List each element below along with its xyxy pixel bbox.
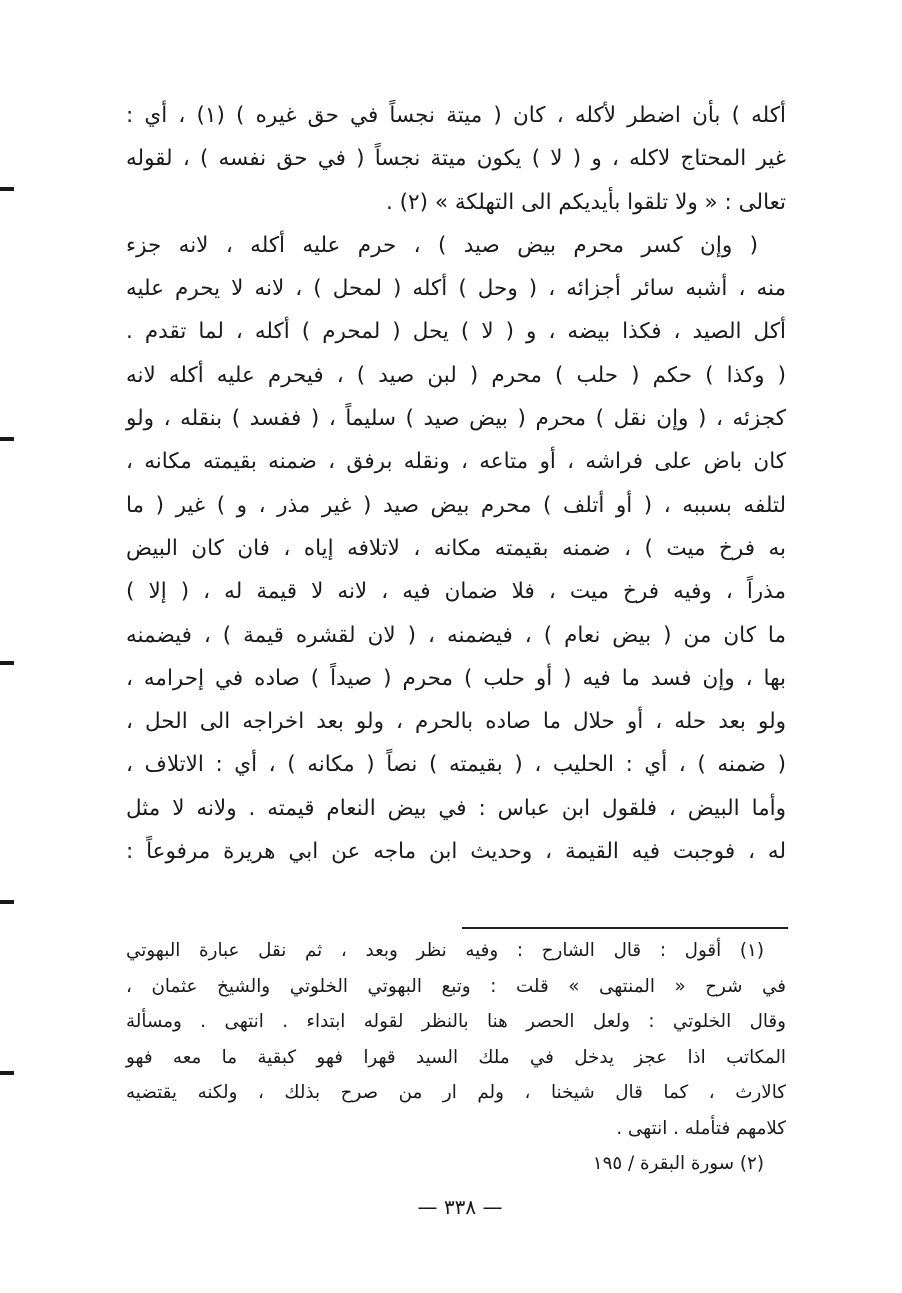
text-line: منه ، أشبه سائر أجزائه ، ( وحل ) أكله ( لمحل ) ، لانه لا يحرم عليه — [126, 276, 786, 302]
text-line: ( وإن كسر محرم بيض صيد ) ، حرم عليه أكله ، لانه جزء — [126, 232, 758, 258]
margin-mark — [0, 187, 14, 191]
text-line: ( وكذا ) حكم ( حلب ) محرم ( لبن صيد ) ، فيحرم عليه أكله لانه — [126, 362, 786, 388]
text-line: ولو بعد حله ، أو حلال ما صاده بالحرم ، ولو بعد اخراجه الى الحل ، — [126, 709, 786, 735]
footnote-line: في شرح « المنتهى » قلت : وتبع البهوتي الخلوتي والشيخ عثمان ، — [126, 975, 786, 997]
main-text — [126, 94, 786, 873]
page-number: — ٣٣٨ — — [417, 1195, 503, 1219]
text-line: لتلفه بسببه ، ( أو أتلف ) محرم بيض صيد ( غير مذر ، و ) غير ( ما — [126, 492, 786, 518]
margin-mark — [0, 900, 14, 904]
text-line: مذراً ، وفيه فرخ ميت ، فلا ضمان فيه ، لانه لا قيمة له ، ( إلا ) — [126, 579, 786, 605]
margin-mark — [0, 661, 14, 665]
text-line: له ، فوجبت فيه القيمة ، وحديث ابن ماجه عن ابي هريرة مرفوعاً : — [126, 839, 786, 865]
footnote-line: المكاتب اذا عجز يدخل في ملك السيد قهرا فهو كبقية ما معه فهو — [126, 1046, 786, 1068]
text-line: غير المحتاج لاكله ، و ( لا ) يكون ميتة نجساً ( في حق نفسه ) ، لقوله — [126, 146, 786, 172]
text-line: بها ، وإن فسد ما فيه ( أو حلب ) محرم ( صيداً ) صاده في إحرامه ، — [126, 665, 786, 691]
footnote-line: كلامهم فتأمله . انتهى . — [616, 1117, 786, 1139]
margin-mark — [0, 437, 14, 441]
margin-mark — [0, 1071, 14, 1075]
text-line: أكله ) بأن اضطر لأكله ، كان ( ميتة نجساً في حق غيره ) (١) ، أي : — [126, 103, 786, 128]
footnote-line: كالارث ، كما قال شيخنا ، ولم ار من صرح بذلك ، ولكنه يقتضيه — [126, 1082, 786, 1103]
text-line: تعالى : « ولا تلقوا بأيديكم الى التهلكة » (٢) . — [385, 189, 786, 215]
text-line: كان باض على فراشه ، أو متاعه ، ونقله برفق ، ضمنه بقيمته مكانه ، — [126, 449, 786, 475]
text-line: ( ضمنه ) ، أي : الحليب ، ( بقيمته ) نصاً ( مكانه ) ، أي : الاتلاف ، — [126, 752, 786, 778]
footnote-line: (١) أقول : قال الشارح : وفيه نظر وبعد ، ثم نقل عبارة البهوتي — [126, 940, 764, 961]
text-line: أكل الصيد ، فكذا بيضه ، و ( لا ) يحل ( لمحرم ) أكله ، لما تقدم . — [126, 319, 786, 345]
text-line: وأما البيض ، فلقول ابن عباس : في بيض النعام قيمته . ولانه لا مثل — [126, 795, 786, 821]
footnote-separator — [462, 927, 788, 929]
footnotes — [126, 933, 786, 1182]
text-line: ما كان من ( بيض نعام ) ، فيضمنه ، ( لان لقشره قيمة ) ، فيضمنه — [126, 622, 786, 648]
text-line: به فرخ ميت ) ، ضمنه بقيمته مكانه ، لاتلافه إياه ، فان كان البيض — [126, 535, 786, 561]
text-line: كجزئه ، ( وإن نقل ) محرم ( بيض صيد ) سليماً ، ( ففسد ) بنقله ، ولو — [126, 406, 786, 432]
footnote-line: (٢) سورة البقرة / ١٩٥ — [592, 1153, 764, 1174]
footnote-line: وقال الخلوتي : ولعل الحصر هنا بالنظر لقوله ابتداء . انتهى . ومسألة — [126, 1011, 786, 1032]
